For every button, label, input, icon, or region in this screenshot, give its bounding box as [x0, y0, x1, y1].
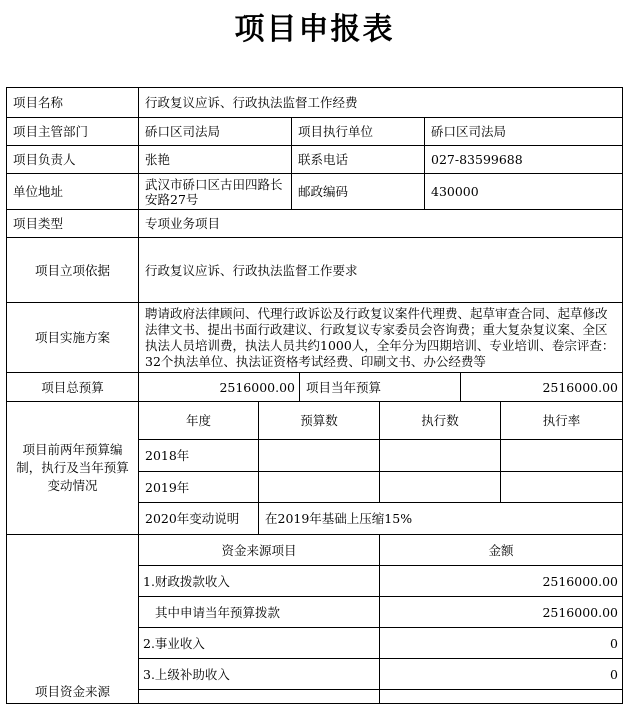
- history-header-budget: 预算数: [258, 401, 380, 440]
- label-phone: 联系电话: [291, 145, 425, 174]
- history-change-label: 2020年变动说明: [138, 502, 259, 535]
- history-header-rate: 执行率: [500, 401, 623, 440]
- history-row-executed: [379, 439, 501, 472]
- label-address: 单位地址: [6, 173, 139, 210]
- fund-row-amount: 0: [379, 627, 623, 659]
- value-current-budget: 2516000.00: [460, 372, 623, 402]
- history-row-rate: [500, 471, 623, 503]
- history-row-rate: [500, 439, 623, 472]
- value-project-name: 行政复议应诉、行政执法监督工作经费: [138, 87, 623, 118]
- label-plan: 项目实施方案: [6, 302, 139, 373]
- history-row-budget: [258, 471, 380, 503]
- label-project-name: 项目名称: [6, 87, 139, 118]
- fund-row-item: [138, 689, 380, 704]
- label-type: 项目类型: [6, 209, 139, 238]
- value-address: [138, 173, 292, 210]
- value-type: 专项业务项目: [138, 209, 623, 238]
- fund-row-item: 其中申请当年预算拨款: [138, 596, 380, 628]
- value-plan: [138, 302, 623, 373]
- label-history: 项目前两年预算编制，执行及当年预算变动情况: [6, 401, 139, 535]
- history-header-year: 年度: [138, 401, 259, 440]
- label-postcode: 邮政编码: [291, 173, 425, 210]
- label-dept: 项目主管部门: [6, 117, 139, 146]
- label-fund: 项目资金来源: [34, 684, 110, 699]
- history-row-budget: [258, 439, 380, 472]
- label-current-budget: 项目当年预算: [299, 372, 461, 402]
- value-leader: 张艳: [138, 145, 292, 174]
- value-total-budget: 2516000.00: [138, 372, 300, 402]
- label-total-budget: 项目总预算: [6, 372, 139, 402]
- label-basis: 项目立项依据: [6, 237, 139, 303]
- history-row-year: 2018年: [138, 439, 259, 472]
- plan-text: 聘请政府法律顾问、代理行政诉讼及行政复议案件代理费、起草审查合同、起草修改法律文书、提出书面行政建议、行政复议专家委员会咨询费；重大复杂复议案、全区执法人员培训费，执法人员共约1000人，全年分为四期培训、专业培训、卷宗评查：32个执法单位、执法证资格考试经费、印刷文书、办公经费等: [145, 305, 615, 369]
- history-row-year: 2019年: [138, 471, 259, 503]
- fund-header-item: 资金来源项目: [138, 534, 380, 566]
- value-postcode: 430000: [424, 173, 623, 210]
- fund-row-item: 1.财政拨款收入: [138, 565, 380, 597]
- history-header-executed: 执行数: [379, 401, 501, 440]
- value-dept: 硚口区司法局: [138, 117, 292, 146]
- label-exec-unit: 项目执行单位: [291, 117, 425, 146]
- fund-row-item: 2.事业收入: [138, 627, 380, 659]
- page-title: 项目申报表: [234, 12, 395, 47]
- value-basis: 行政复议应诉、行政执法监督工作要求: [138, 237, 623, 303]
- fund-row-amount: [379, 689, 623, 704]
- label-fund-block: [6, 534, 139, 704]
- fund-row-item: 3.上级补助收入: [138, 658, 380, 690]
- value-exec-unit: 硚口区司法局: [424, 117, 623, 146]
- fund-row-amount: 2516000.00: [379, 596, 623, 628]
- value-phone: 027-83599688: [424, 145, 623, 174]
- history-change-text: 在2019年基础上压缩15%: [258, 502, 623, 535]
- history-row-executed: [379, 471, 501, 503]
- address-text: 武汉市硚口区古田四路长安路27号: [145, 176, 283, 207]
- label-leader: 项目负责人: [6, 145, 139, 174]
- fund-header-amount: 金额: [379, 534, 623, 566]
- fund-row-amount: 2516000.00: [379, 565, 623, 597]
- fund-row-amount: 0: [379, 658, 623, 690]
